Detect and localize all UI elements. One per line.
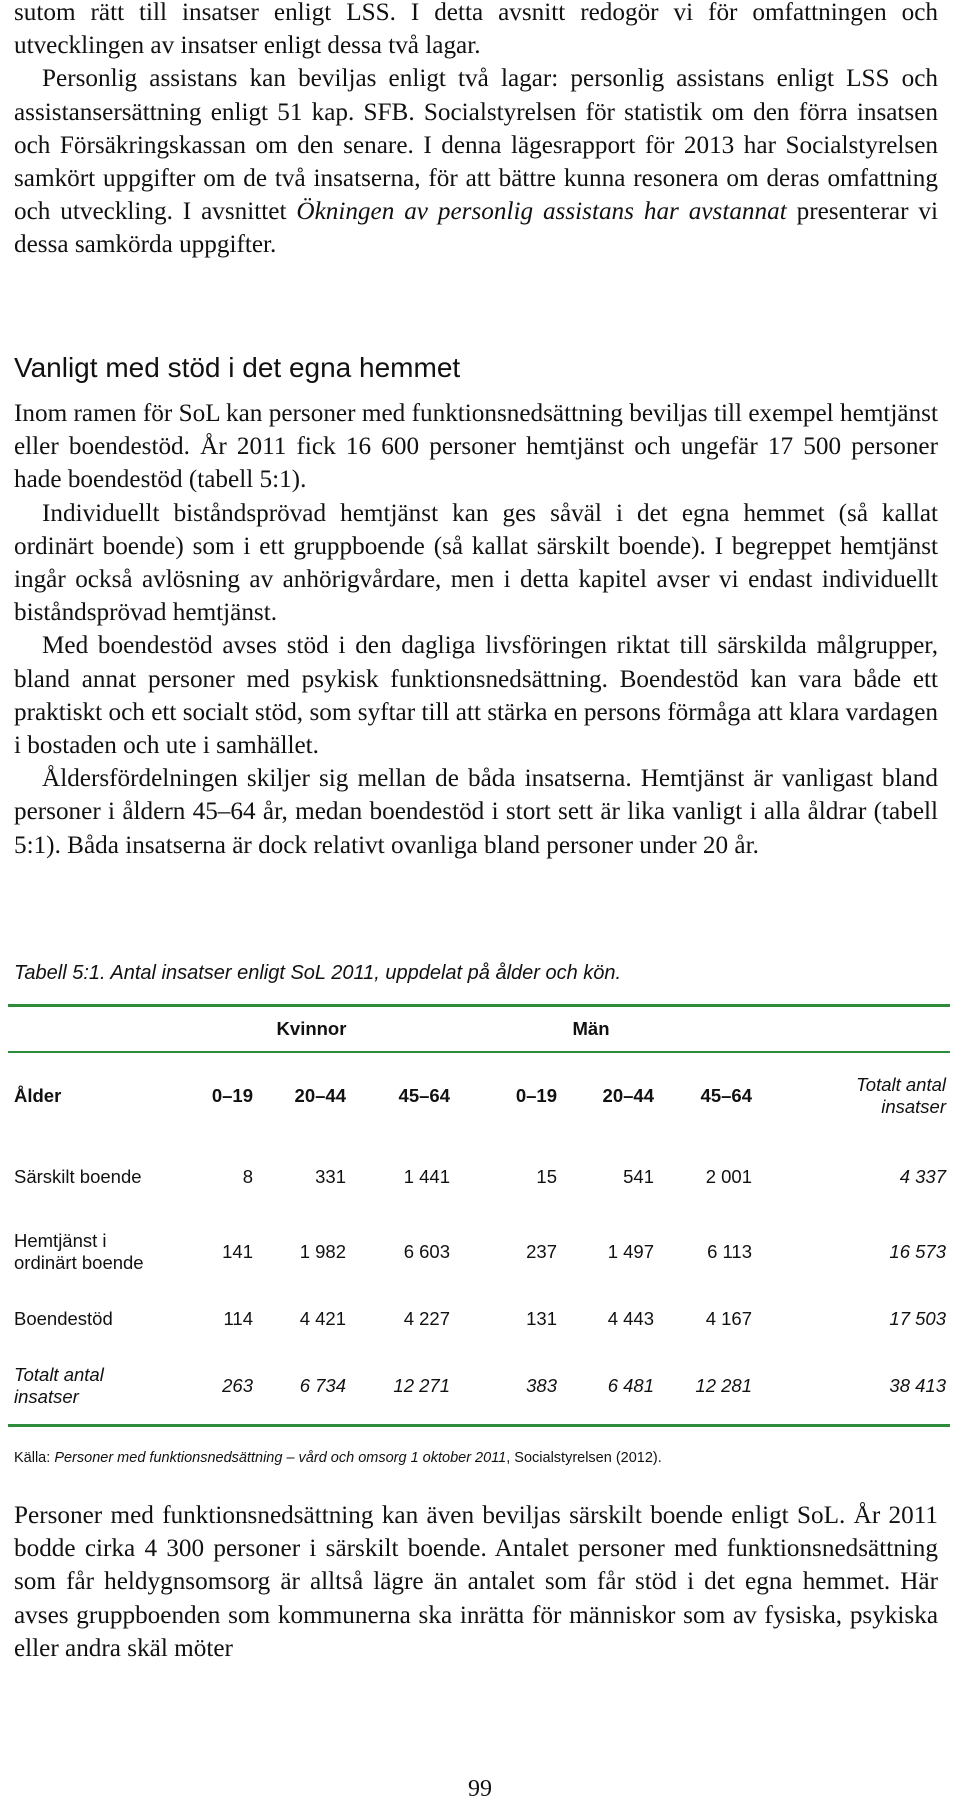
table-cell: 12 271 (393, 1374, 450, 1396)
source-title: Personer med funktionsnedsättning – vård och omsorg 1 oktober 2011 (54, 1450, 507, 1466)
section-text (14, 397, 938, 862)
table-cell: 1 441 (403, 1165, 450, 1187)
table-cell: 131 (526, 1307, 557, 1329)
column-header-men-45-64: 45–64 (700, 1085, 752, 1106)
table-cell: 4 421 (299, 1307, 346, 1329)
table-total-row (8, 1348, 950, 1426)
table-cell: 6 603 (403, 1240, 450, 1262)
table-column-header (8, 1052, 950, 1140)
column-header-men-20-44: 20–44 (602, 1085, 654, 1106)
row-total: 16 573 (889, 1240, 946, 1262)
table-row (8, 1290, 950, 1348)
intro-paragraph-1: sutom rätt till insatser enligt LSS. I detta avsnitt redogör vi för omfattningen och utvecklingen av insatser enligt dessa två lagar. (14, 0, 938, 60)
source-suffix: , Socialstyrelsen (2012). (506, 1450, 662, 1466)
table-cell: 15 (536, 1165, 557, 1187)
closing-paragraph: Personer med funktionsnedsättning kan även beviljas särskilt boende enligt SoL. År 2011 bodde cirka 4 300 personer i särskilt boende. Antalet personer med funktionsnedsättning som får heldygnsomsorg är alltså lägre än antalet som får stöd i det egna hemmet. Här avses gruppboenden som kommunerna ska inrätta för människor som av fysiska, psykiska eller andra skäl möter (14, 1502, 938, 1662)
section-paragraph-3: Med boendestöd avses stöd i den dagliga livsföringen riktat till särskilda målgrupper, bland annat personer med psykisk funktionsnedsättning. Boendestöd kan vara både ett praktiskt och ett socialt stöd, som syftar till att stärka en persons förmåga att klara vardagen i bostaden och ute i samhället. (14, 632, 938, 760)
row-total: 17 503 (889, 1307, 946, 1329)
table-cell: 4 167 (705, 1307, 752, 1329)
group-header-men: Män (572, 1017, 610, 1039)
table-cell: 6 113 (707, 1240, 752, 1262)
grand-total: 38 413 (889, 1374, 946, 1396)
page-number: 99 (468, 1776, 492, 1802)
section-paragraph-1: Inom ramen för SoL kan personer med funktionsnedsättning beviljas till exempel hemtjänst eller boendestöd. År 2011 fick 16 600 personer hemtjänst och ungefär 17 500 personer hade boendestöd (tabell 5:1). (14, 400, 938, 494)
table-cell: 141 (222, 1240, 253, 1262)
intro-text (14, 0, 938, 262)
group-header-women: Kvinnor (276, 1017, 347, 1039)
column-header-women-20-44: 20–44 (294, 1085, 346, 1106)
row-label: Särskilt boende (14, 1165, 142, 1187)
table-cell: 6 481 (607, 1374, 654, 1396)
column-header-total: Totalt antal insatser (856, 1074, 946, 1117)
table-row (8, 1214, 950, 1290)
table-cell: 8 (242, 1165, 253, 1187)
source-prefix: Källa: (14, 1450, 55, 1466)
intro-paragraph-2-text-b: presenterar vi dessa samkörda uppgifter. (14, 198, 939, 259)
row-label: Boendestöd (14, 1307, 113, 1329)
row-label: Hemtjänst i ordinärt boende (14, 1229, 144, 1273)
table-cell: 383 (526, 1374, 557, 1396)
column-header-women-0-19: 0–19 (211, 1085, 253, 1106)
column-header-age: Ålder (14, 1085, 62, 1106)
table-cell: 237 (526, 1240, 557, 1262)
table-cell: 6 734 (299, 1374, 346, 1396)
column-header-women-45-64: 45–64 (398, 1085, 450, 1106)
closing-text (14, 1499, 938, 1665)
section-paragraph-2: Individuellt biståndsprövad hemtjänst kan ges såväl i det egna hemmet (så kallat ordinärt boende) som i ett gruppboende (så kallat särskilt boende). I begreppet hemtjänst ingår också avlösning av anhörigvårdare, men i detta kapitel avser vi endast individuellt biståndsprövad hemtjänst. (14, 499, 938, 627)
table-cell: 12 281 (695, 1374, 752, 1396)
table-source (14, 1450, 662, 1466)
section-heading: Vanligt med stöd i det egna hemmet (14, 352, 461, 383)
table-cell: 1 982 (299, 1240, 346, 1262)
row-total: 4 337 (899, 1165, 946, 1187)
data-table (8, 1004, 950, 1427)
table-cell: 2 001 (705, 1165, 752, 1187)
intro-paragraph-2-text-a: Personlig assistans kan beviljas enligt två lagar: personlig assistans enligt LSS och assistansersättning enligt 51 kap. SFB. Socialstyrelsen för statistik om den förra insatsen och Försäkringskassan om den senare. I denna lägesrapport för 2013 har Socialstyrelsen samkört uppgifter om de två insatserna, för att bättre kunna resonera om deras omfattning och utveckling. I avsnittet (14, 65, 938, 226)
column-header-men-0-19: 0–19 (515, 1085, 557, 1106)
section-paragraph-4: Åldersfördelningen skiljer sig mellan de båda insatserna. Hemtjänst är vanligast bland personer i åldern 45–64 år, medan boendestöd i stort sett är lika vanligt i alla åldrar (tabell 5:1). Båda insatserna är dock relativt ovanliga bland personer under 20 år. (14, 765, 938, 859)
table-caption: Tabell 5:1. Antal insatser enligt SoL 2011, uppdelat på ålder och kön. (14, 962, 622, 984)
table-cell: 4 443 (607, 1307, 654, 1329)
table-group-header (8, 1006, 950, 1052)
table-cell: 541 (623, 1165, 654, 1187)
section-reference: Ökningen av personlig assistans har avstannat (296, 198, 787, 226)
table-cell: 114 (223, 1307, 253, 1329)
table-cell: 4 227 (403, 1307, 450, 1329)
total-row-label: Totalt antal insatser (14, 1363, 104, 1407)
table-cell: 331 (315, 1165, 346, 1187)
table-cell: 263 (222, 1374, 253, 1396)
table-row (8, 1140, 950, 1214)
table-cell: 1 497 (607, 1240, 654, 1262)
intro-paragraph-2 (14, 62, 938, 261)
